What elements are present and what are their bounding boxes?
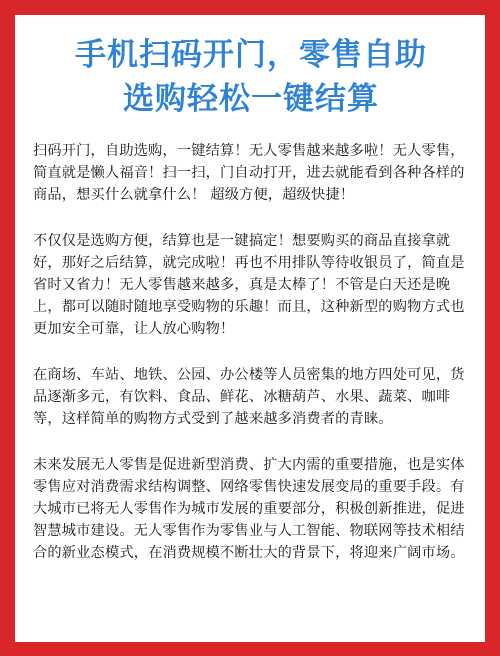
paragraph-1: 扫码开门，自助选购，一键结算！无人零售越来越多啦！无人零售，简直就是懒人福音！扫一扫，门自动打开，进去就能看到各种各样的商品，想买什么就拿什么！ 超级方便，超级快捷！ <box>33 143 465 203</box>
article-body <box>33 140 469 564</box>
title-line-2: 选购轻松一键结算 <box>123 81 379 117</box>
paragraph-2: 不仅仅是选购方便，结算也是一键搞定！想要购买的商品直接拿就好，那好之后结算，就完成啦！再也不用排队等待收银员了，简直是省时又省力！无人零售越来越多，真是太棒了！不管是白天还是晚上，都可以随时随地享受购物的乐趣！而且，这种新型的购物方式也更加安全可靠，让人放心购物！ <box>33 233 465 337</box>
article-title <box>33 33 469 121</box>
article-card <box>15 15 485 642</box>
title-line-1: 手机扫码开门，零售自助 <box>75 37 427 73</box>
paragraph-4: 未来发展无人零售是促进新型消费、扩大内需的重要措施，也是实体零售应对消费需求结构调整、网络零售快速发展变局的重要手段。有大城市已将无人零售作为城市发展的重要部分，积极创新推进，促进智慧城市建设。无人零售作为零售业与人工智能、物联网等技术相结合的新业态模式，在消费规模不断壮大的背景下，将迎来广阔市场。 <box>33 457 465 561</box>
paragraph-3: 在商场、车站、地铁、公园、办公楼等人员密集的地方四处可见，货品逐渐多元，有饮料、食品、鲜花、冰糖葫芦、水果、蔬菜、咖啡等，这样简单的购物方式受到了越来越多消费者的青睐。 <box>33 367 465 427</box>
